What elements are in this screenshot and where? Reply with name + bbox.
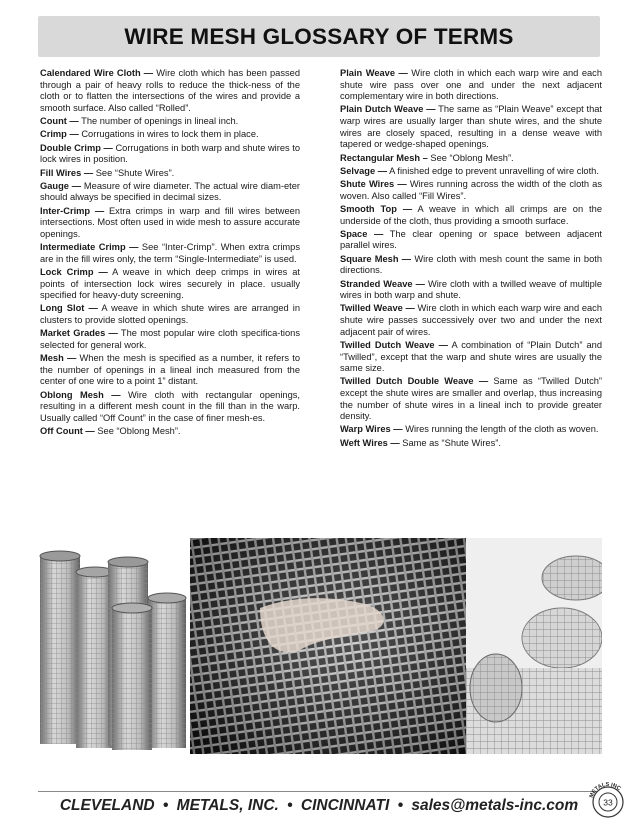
glossary-term: Space — [340,228,384,239]
seal-text: METALS INC [588,781,622,799]
glossary-term: Inter-Crimp — [40,205,105,216]
welded-mesh-rolls-photo [466,538,602,754]
glossary-definition: A finished edge to prevent unravelling of wire cloth. [387,165,599,176]
glossary-entry [340,153,602,165]
glossary-entry [340,424,602,436]
glossary-term: Selvage — [340,165,388,176]
glossary-entry [340,279,602,302]
glossary-entry [340,179,602,202]
company-seal-logo [586,778,630,822]
glossary-definition: Measure of wire diameter. The actual wire diam-eter should always be specified in decimal sizes. [40,180,300,203]
glossary-definition: Wire cloth which has been passed through a pair of heavy rolls to reduce the thick-ness of the cloth or to flatten the intersections of the wires and provide a smooth surface. Also called “Rolled”. [40,68,300,113]
glossary-entry [40,242,300,265]
glossary-entry [340,68,602,103]
glossary-definition: Extra crimps in warp and fill wires between intersections. Most often used in wide mesh to assure accurate openings. [40,205,300,239]
glossary-entry [40,129,300,141]
glossary-term: Double Crimp — [40,142,113,153]
glossary-entry [340,340,602,375]
glossary-definition: Corrugations in both warp and shute wires to lock wires in position. [40,142,301,165]
footer-bullet: • [287,797,293,814]
glossary-term: Fill Wires — [40,167,94,178]
glossary-entry [40,181,300,204]
glossary-entry [40,328,300,351]
glossary-term: Smooth Top — [340,203,413,214]
glossary-definition: Corrugations in wires to lock them in place. [78,129,259,140]
footer-company: METALS, INC. [176,797,279,814]
glossary-definition: A weave in which all crimps are on the underside of the cloth, thus providing a smooth surface. [340,203,602,226]
glossary-entry [40,143,300,166]
glossary-definition: When the mesh is specified as a number, it refers to the number of openings in a lineal inch measured from the center of one wire to a point 1” distant. [40,353,300,387]
glossary-term: Market Grades — [40,328,118,339]
glossary-term: Plain Dutch Weave — [340,104,436,115]
glossary-term: Square Mesh — [340,253,412,264]
glossary-entry [40,426,300,438]
glossary-term: Twilled Weave — [340,303,415,314]
footer-city-cleveland: CLEVELAND [59,797,155,814]
glossary-term: Stranded Weave — [340,278,425,289]
glossary-term: Long Slot — [40,303,98,314]
glossary-definition: Wire cloth with rectangular openings, resulting in a different mesh count in the fill than in the warp. Usually called “Off Count” in the case of finer mesh-es. [40,389,300,423]
footer-city-cincinnati: CINCINNATI [300,797,390,814]
glossary-term: Intermediate Crimp — [40,242,139,253]
glossary-definition: Wire cloth in which each warp wire and each shute wire pass over one and under the next adjacent complementary wire in both directions. [340,68,603,102]
glossary-entry [340,438,602,450]
glossary-entry [40,303,300,326]
glossary-definition: See “Oblong Mesh”. [94,426,181,437]
footer-bullet: • [397,797,404,814]
title-banner [38,16,600,57]
glossary-entry [340,204,602,227]
glossary-entry [340,376,602,422]
glossary-definition: Same as “Twilled Dutch” except the shute wires are smaller and overlap, thus increasing the number of shute wires in a lineal inch to provide greater density. [340,376,602,422]
glossary-term: Shute Wires — [340,179,407,190]
page-title: WIRE MESH GLOSSARY OF TERMS [124,23,514,49]
glossary-entry [40,168,300,180]
glossary-term: Mesh — [40,353,77,364]
footer [0,797,638,815]
glossary-entry [40,68,300,114]
footer-email-link[interactable]: sales@metals-inc.com [411,797,579,814]
product-photos [36,538,602,754]
glossary-definition: Wire cloth with a twilled weave of multiple wires in both warp and shute. [340,278,603,301]
glossary-definition: A combination of “Plain Dutch” and “Twilled”, except that the warp and shute wires are usually the same size. [340,339,602,374]
glossary-entry [340,104,602,150]
glossary-definition: A weave in which deep crimps in wires at points of intersection lock wires securely in place. usually specified for heavy-duty screening. [40,267,300,301]
footer-rule [38,791,600,792]
glossary-definition: See “Inter-Crimp”. When extra crimps are in the fill wires only, the term “Single-Intermediate” is used. [40,242,300,264]
glossary-entry [340,254,602,277]
wire-mesh-rolls-photo [36,538,190,754]
glossary-term: Lock Crimp — [40,267,108,277]
glossary-definition: The number of openings in lineal inch. [78,116,239,127]
glossary-definition: Wires running across the width of the cloth as woven. Also called “Fill Wires”. [340,179,602,201]
glossary-term: Off Count — [40,426,95,437]
glossary-term: Plain Weave — [340,68,408,78]
glossary-definition: Wire cloth in which each warp wire and each shute wire passes successively over two and under the next adjacent pair of wires. [340,303,602,337]
glossary-definition: Wire cloth with mesh count the same in both directions. [340,253,602,276]
glossary-term: Warp Wires — [340,424,403,435]
glossary-entry [340,166,602,178]
glossary-right-column [340,68,602,451]
glossary-term: Weft Wires — [340,437,400,448]
glossary-term: Gauge — [40,180,82,191]
glossary-entry [40,353,300,388]
glossary-entry [40,390,300,425]
glossary-term: Twilled Dutch Weave — [340,339,448,350]
glossary-term: Twilled Dutch Double Weave — [340,376,489,387]
glossary-definition: The most popular wire cloth specifica-tions selected for general work. [40,328,300,350]
glossary-term: Oblong Mesh — [40,389,121,400]
glossary-definition: See “Oblong Mesh”. [427,152,514,163]
woven-mesh-closeup-photo [190,538,466,754]
page-number: 33 [603,797,613,808]
glossary-term: Rectangular Mesh – [340,152,428,163]
glossary-term: Crimp — [40,129,79,140]
glossary-definition: See “Shute Wires”. [93,167,175,178]
glossary-term: Count — [40,116,79,127]
footer-bullet: • [162,797,169,814]
glossary-definition: Same as “Shute Wires”. [399,437,501,448]
glossary-entry [40,267,300,302]
glossary-definition: The same as “Plain Weave” except that warp wires are usually larger than shute wires, and the shute wires are closely spaced, resulting in a dense weave with tapered or wedge-shaped openings. [340,104,603,150]
glossary-definition: Wires running the length of the cloth as woven. [402,424,599,435]
glossary-term: Calendared Wire Cloth — [40,68,154,78]
glossary-entry [40,206,300,241]
glossary-left-column [40,68,300,439]
glossary-entry [40,116,300,128]
glossary-definition: The clear opening or space between adjacent parallel wires. [340,228,602,251]
glossary-entry [340,229,602,252]
glossary-definition: A weave in which shute wires are arranged in clusters to provide slotted openings. [40,303,300,326]
glossary-entry [340,303,602,338]
